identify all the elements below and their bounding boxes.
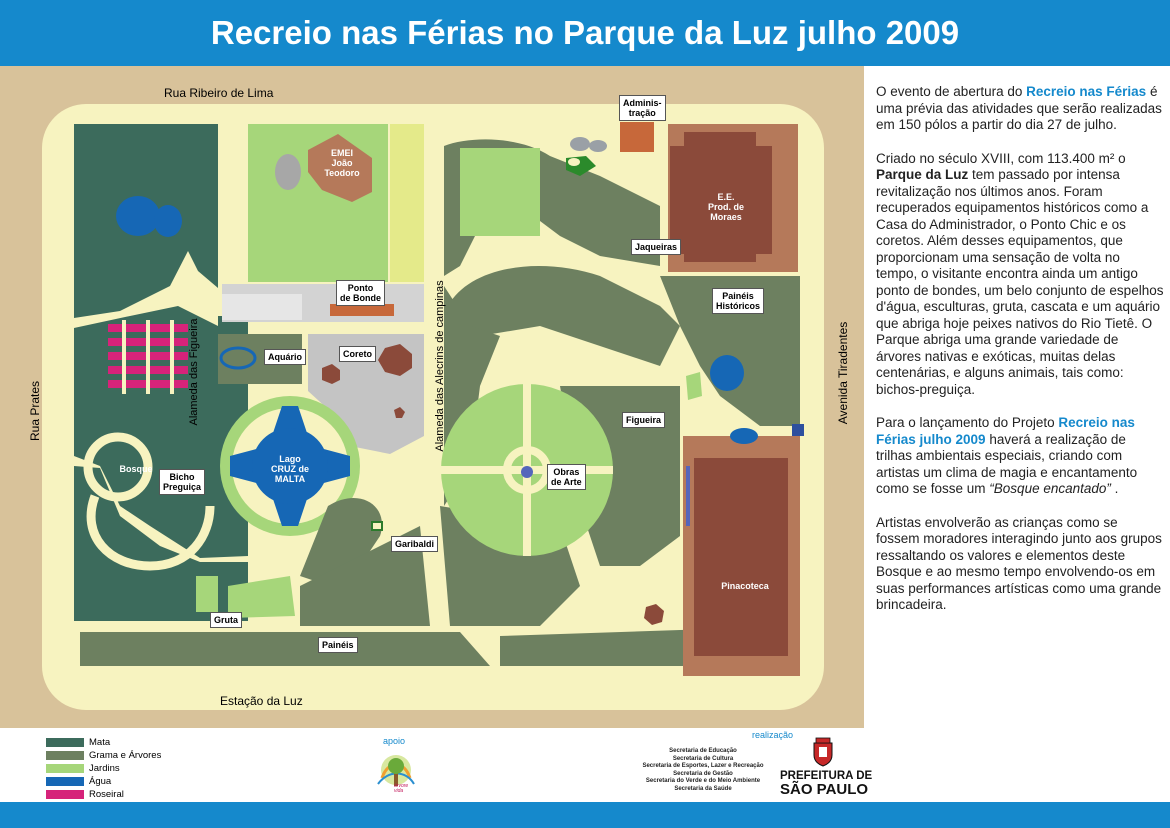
tag-garibaldi: Garibaldi bbox=[391, 536, 438, 552]
p1-highlight: Recreio nas Férias bbox=[1026, 84, 1147, 99]
legend-swatch bbox=[46, 790, 84, 799]
p3-highlight: Recreio nas Férias julho 2009 bbox=[876, 415, 1135, 447]
p3-italic: “Bosque encantado” bbox=[989, 481, 1111, 496]
p2-text-b: tem passado por intensa revitalização nos últimos anos. Foram recuperados equipamentos históricos como a Casa do Administrador, o Ponto Chic e os coretos. Além desses equipamentos, que proporcionam uma sensação de volta no tempo, o visitante encontra ainda um antigo ponto de bondes, um belo conjunto de espelhos d'água, esculturas, gruta, cascata e um aquário que abriga hoje peixes nativos do Rio Tietê. O Parque abriga uma grande variedade de árvores nativas e exóticas, muitas delas centenárias, e alguns animais, tais como: bichos-preguiça. bbox=[876, 167, 1164, 397]
description-paragraph-3 bbox=[876, 415, 1164, 498]
legend-swatch bbox=[46, 738, 84, 747]
tag-gruta: Gruta bbox=[210, 612, 242, 628]
p1-text-a: O evento de abertura do bbox=[876, 84, 1027, 99]
tag-paineis: Painéis bbox=[318, 637, 358, 653]
pinacoteca-label: Pinacoteca bbox=[721, 581, 769, 591]
street-east-label: Avenida Tiradentes bbox=[836, 321, 850, 425]
pinacoteca-building bbox=[694, 458, 788, 656]
tag-ponto-bonde: Ponto de Bonde bbox=[336, 280, 385, 306]
legend-item bbox=[46, 736, 161, 749]
p3-text-b: haverá a realização de trilhas ambientais especiais, criando com artistas um clima de magia e encantamento como se fosse um bbox=[876, 431, 1138, 496]
alameda-figueira-label: Alameda das Figueira bbox=[188, 318, 200, 426]
administracao-building bbox=[620, 122, 654, 152]
secretaria-item: Secretaria de Gestão bbox=[673, 770, 733, 777]
pinacoteca-kiosk bbox=[792, 424, 804, 436]
secretaria-item: Secretaria do Verde e do Meio Ambiente bbox=[645, 778, 761, 784]
legend-label: Mata bbox=[89, 737, 111, 748]
garibaldi-monument bbox=[372, 522, 382, 530]
alameda-alecrins-label: Alameda das Alecrins de campinas bbox=[434, 280, 446, 452]
ee-label: E.E. Prod. de Moraes bbox=[707, 192, 744, 222]
lake-northwest-2 bbox=[154, 205, 182, 237]
map-legend bbox=[46, 736, 161, 801]
p1-text-b: é uma prévia das atividades que serão realizadas em 150 pólos a partir do dia 27 de julho. bbox=[876, 84, 1162, 132]
description-paragraph-1 bbox=[876, 84, 1164, 134]
tag-administracao: Adminis- tração bbox=[619, 95, 666, 121]
prefeitura-logo-text bbox=[780, 770, 872, 796]
lago-label: Lago CRUZ de MALTA bbox=[271, 454, 309, 484]
legend-swatch bbox=[46, 751, 84, 760]
description-paragraph-2 bbox=[876, 151, 1164, 399]
park-map bbox=[0, 66, 864, 728]
prefeitura-line2: SÃO PAULO bbox=[780, 781, 869, 798]
legend-item bbox=[46, 762, 161, 775]
page-title: Recreio nas Férias no Parque da Luz julho 2009 bbox=[210, 14, 960, 51]
legend-swatch bbox=[46, 777, 84, 786]
grey-rock bbox=[275, 154, 301, 190]
description-paragraph-4: Artistas envolverão as crianças como se fossem moradores interagindo junto aos grupos ressaltando os valores e elementos deste Bosque e ao mesmo tempo envolvendo-os em suas performances artísticas como uma grande brincadeira. bbox=[876, 514, 1162, 612]
secretaria-item: Secretaria da Saúde bbox=[674, 785, 732, 792]
title-bar bbox=[0, 0, 1170, 66]
tag-obras-arte: Obras de Arte bbox=[547, 464, 586, 490]
description-panel bbox=[876, 84, 1164, 631]
secretaria-item: Secretaria de Cultura bbox=[672, 755, 734, 762]
obras-center bbox=[521, 466, 533, 478]
p3-text-c: . bbox=[1110, 481, 1119, 496]
legend-label: Jardins bbox=[89, 763, 120, 774]
bonde-shelter bbox=[222, 294, 302, 320]
bosque-label: Bosque bbox=[119, 464, 153, 474]
secretaria-item: Secretaria de Educação bbox=[669, 748, 737, 754]
gruta-lawn bbox=[196, 576, 218, 612]
street-west-label: Rua Prates bbox=[28, 380, 42, 442]
tag-aquario: Aquário bbox=[264, 349, 306, 365]
p2-text-a: Criado no século XVIII, com 113.400 m² o bbox=[876, 150, 1126, 166]
legend-label: Água bbox=[89, 776, 112, 787]
legend-label: Grama e Árvores bbox=[89, 750, 162, 761]
yellow-field bbox=[390, 124, 424, 282]
legend-swatch bbox=[46, 764, 84, 773]
secretaria-item: Secretaria de Esportes, Lazer e Recreação bbox=[642, 763, 764, 769]
lake-northwest bbox=[116, 196, 160, 236]
p3-text-a: Para o lançamento do Projeto bbox=[876, 415, 1059, 430]
apoio-label: apoio bbox=[383, 736, 406, 746]
street-south-label: Estação da Luz bbox=[220, 694, 303, 708]
tag-paineis-historicos: Painéis Históricos bbox=[712, 288, 764, 314]
legend-item bbox=[46, 749, 161, 762]
realizacao-label: realização bbox=[752, 730, 794, 740]
tag-figueira: Figueira bbox=[622, 412, 665, 428]
pinacoteca-edge bbox=[686, 466, 690, 526]
tag-bicho-preguica: Bicho Preguiça bbox=[159, 469, 205, 495]
east-jardim-small bbox=[686, 372, 702, 400]
p2-bold: Parque da Luz bbox=[876, 167, 969, 182]
prefeitura-coat-of-arms bbox=[812, 737, 834, 767]
apoio-logo-text: árvore vida bbox=[394, 783, 409, 794]
street-north-label: Rua Ribeiro de Lima bbox=[164, 86, 274, 100]
east-pond bbox=[710, 355, 744, 391]
emei-label: EMEI João Teodoro bbox=[324, 148, 360, 178]
tag-coreto: Coreto bbox=[339, 346, 376, 362]
legend-label: Roseiral bbox=[89, 789, 124, 800]
legend-item bbox=[46, 775, 161, 788]
tag-jaqueiras: Jaqueiras bbox=[631, 239, 681, 255]
east-jardim bbox=[460, 148, 540, 236]
secretarias-list bbox=[638, 748, 768, 793]
prefeitura-line1: PREFEITURA DE bbox=[780, 770, 873, 782]
south-strip bbox=[80, 632, 490, 666]
pinacoteca-pond bbox=[730, 428, 758, 444]
bottom-bar bbox=[0, 802, 1170, 828]
legend-item bbox=[46, 788, 161, 801]
